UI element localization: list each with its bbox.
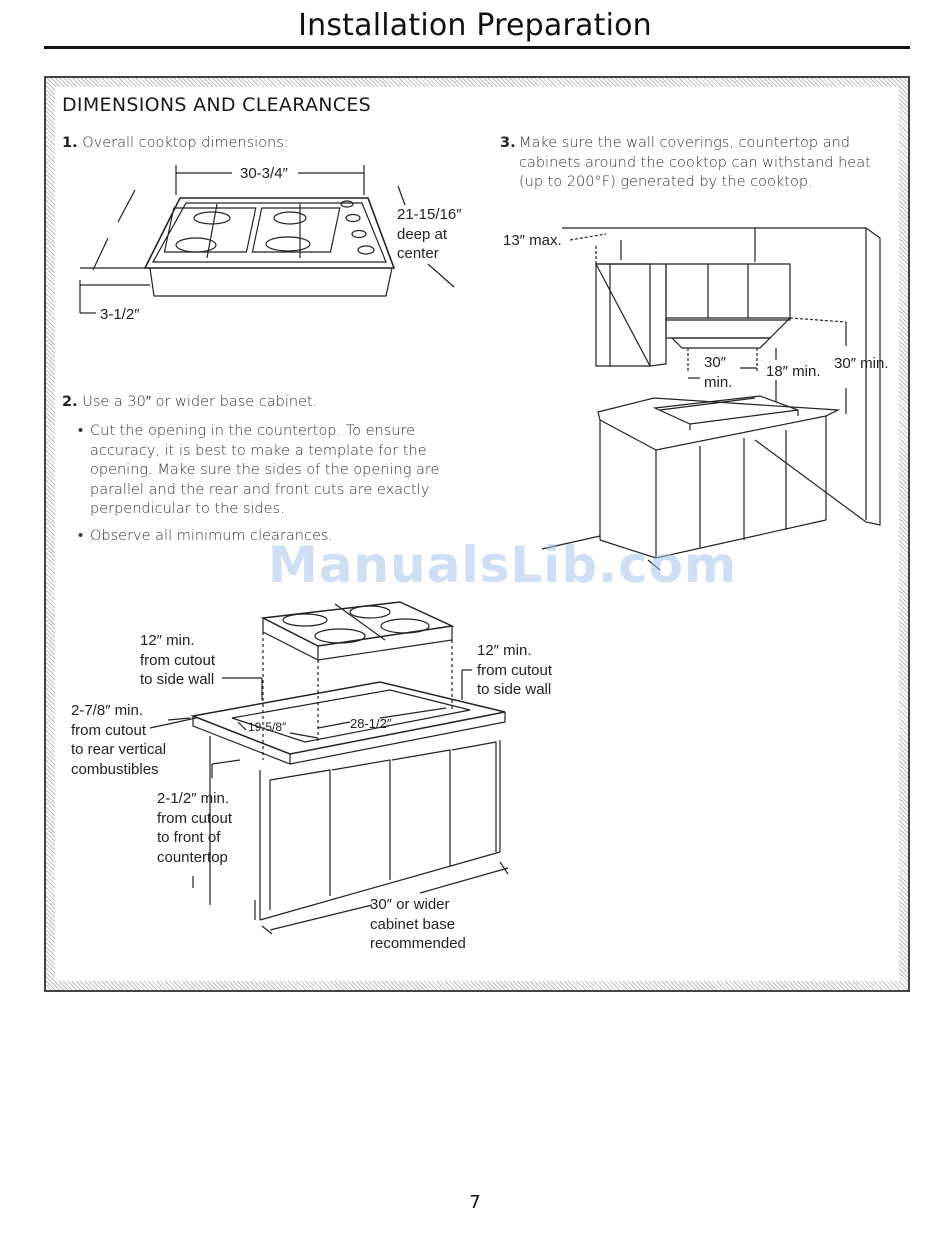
step-1-number: 1.	[62, 135, 78, 151]
fig2-front-line: countertop	[157, 848, 228, 866]
page-number: 7	[469, 1192, 481, 1213]
step-3-number: 3.	[500, 135, 516, 151]
bullet-1-line: Cut the opening in the countertop. To ensure	[90, 423, 416, 439]
bullet-2-line: Observe all minimum clearances.	[90, 528, 334, 544]
step-1-text: Overall cooktop dimensions:	[82, 135, 289, 151]
step-2-number: 2.	[62, 394, 78, 410]
fig3-hood-line: min.	[704, 373, 733, 391]
watermark: ManualsLib.com	[268, 536, 738, 594]
fig2-right-side-line: 12″ min.	[477, 642, 532, 659]
fig2-cabinet-line: cabinet base	[370, 915, 456, 933]
fig2-rear-label	[71, 701, 166, 779]
bullet-1-line: parallel and the rear and front cuts are exactly	[90, 481, 430, 498]
fig1-depth-line: deep at	[397, 225, 448, 243]
fig2-cabinet-line: recommended	[370, 935, 466, 952]
fig2-left-side-line: from cutout	[140, 651, 216, 669]
fig1-depth-line: center	[397, 245, 439, 262]
fig2-front-line: from cutout	[157, 809, 233, 827]
fig2-front-line: to front of	[157, 829, 221, 846]
fig1-depth-line: 21-15/16″	[397, 206, 462, 223]
step-3-line: Make sure the wall coverings, countertop and	[519, 135, 850, 151]
fig1-width-label: 30-3/4″	[240, 165, 288, 182]
fig2-cabinet-label	[370, 895, 466, 954]
bullet-1-line: perpendicular to the sides.	[90, 501, 285, 517]
step-3-line: cabinets around the cooktop can withstand heat	[519, 154, 871, 171]
fig2-rear-line: from cutout	[71, 721, 147, 739]
fig1-height-label: 3-1/2″	[100, 306, 140, 323]
step-3-line: (up to 200°F) generated by the cooktop.	[519, 174, 813, 190]
section-heading: DIMENSIONS AND CLEARANCES	[62, 94, 371, 116]
fig3-height-label: 30″ min.	[834, 355, 889, 372]
fig2-right-side-line: to side wall	[477, 681, 552, 698]
bullet-1-line: accuracy, it is best to make a template for the	[90, 442, 427, 459]
fig2-cabinet-line: 30″ or wider	[370, 896, 450, 913]
bullet-dot: •	[78, 528, 84, 544]
fig3-hood-line: 30″	[704, 354, 726, 371]
fig2-right-side-label	[477, 641, 552, 700]
page-title: Installation Preparation	[298, 8, 652, 43]
fig2-cutout-depth-label: 19-5/8″	[248, 720, 287, 734]
bullet-dot: •	[78, 423, 84, 439]
fig2-front-label	[157, 789, 232, 867]
step-2-text: Use a 30″ or wider base cabinet.	[82, 394, 318, 410]
fig3-max-depth-label: 13″ max.	[503, 232, 562, 249]
fig2-cutout-width-label: 28-1/2″	[350, 716, 392, 731]
fig2-rear-line: to rear vertical	[71, 741, 167, 758]
bullet-1-line: opening. Make sure the sides of the opening are	[90, 462, 440, 478]
fig2-right-side-line: from cutout	[477, 661, 553, 679]
fig2-rear-line: 2-7/8″ min.	[71, 702, 144, 719]
fig3-side-label: 18″ min.	[766, 363, 821, 380]
fig2-front-line: 2-1/2″ min.	[157, 790, 230, 807]
fig2-left-side-label	[140, 631, 215, 690]
fig2-left-side-line: 12″ min.	[140, 632, 195, 649]
fig2-rear-line: combustibles	[71, 760, 159, 778]
fig2-left-side-line: to side wall	[140, 671, 215, 688]
